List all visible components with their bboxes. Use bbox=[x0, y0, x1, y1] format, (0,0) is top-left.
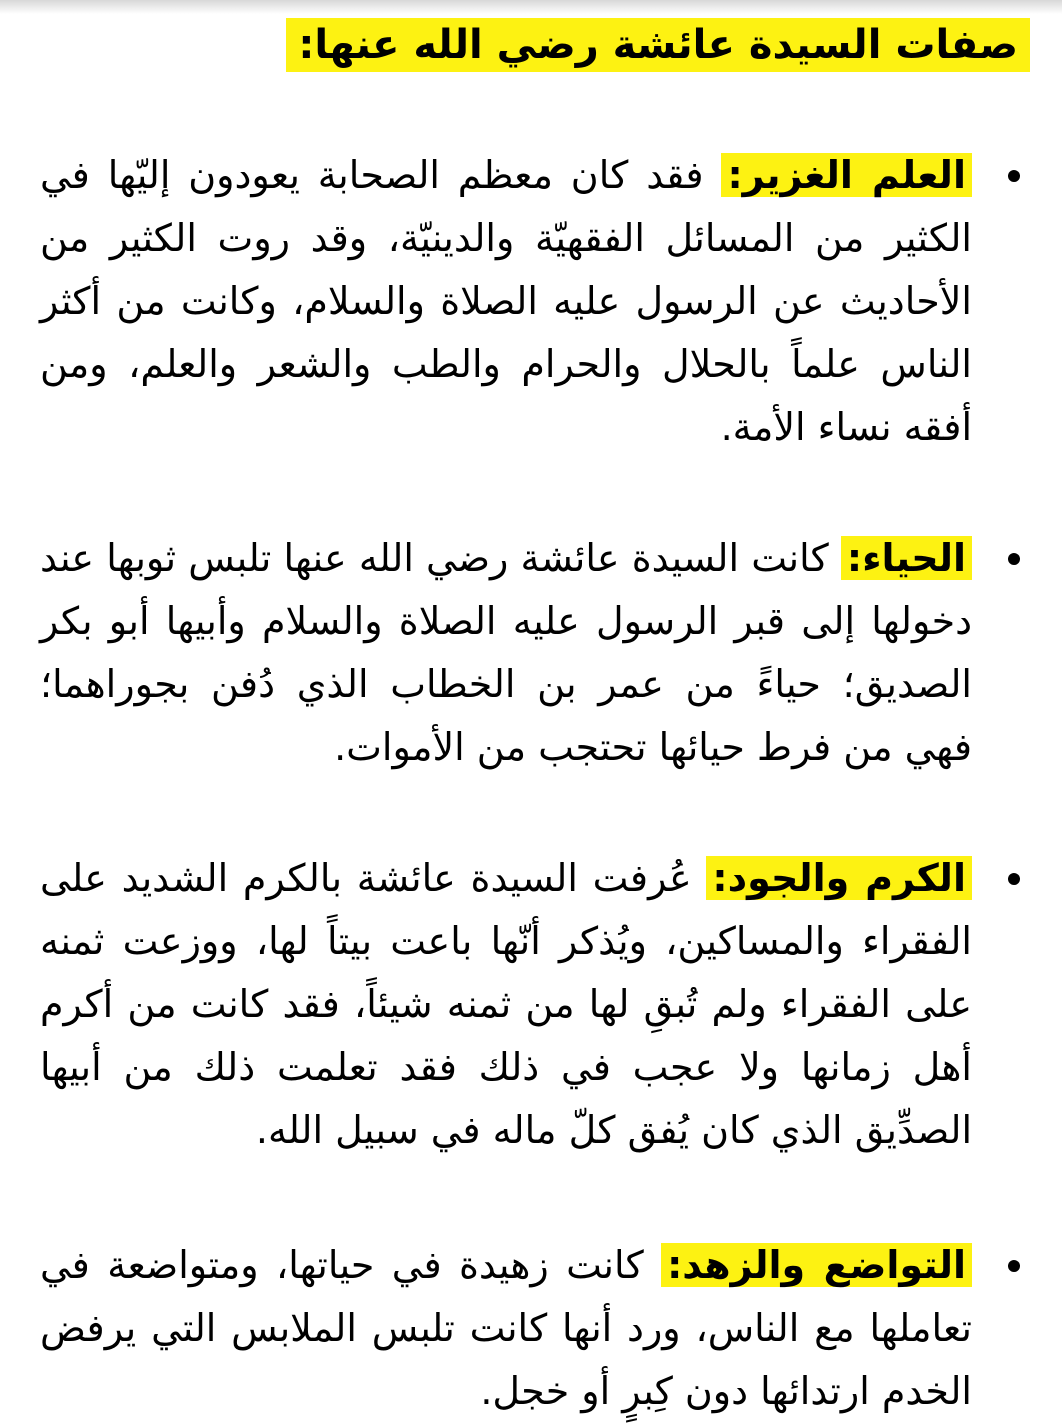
section-generosity bbox=[40, 847, 1030, 1162]
bullet-icon bbox=[1008, 170, 1020, 182]
bullet-icon bbox=[1008, 553, 1020, 565]
section-text: فقد كان معظم الصحابة يعودون إليّها في الكثير من المسائل الفقهيّة والدينيّة، وقد روت الكثير من الأحاديث عن الرسول عليه الصلاة والسلام، وكانت من أكثر الناس علماً بالحلال والحرام والطب والشعر والعلم، ومن أفقه نساء الأمة. bbox=[40, 153, 972, 449]
section-heading: التواضع والزهد: bbox=[661, 1243, 972, 1287]
section-heading: العلم الغزير: bbox=[721, 153, 972, 197]
bullet-icon bbox=[1008, 1260, 1020, 1272]
section-text: كانت زهيدة في حياتها، ومتواضعة في تعاملها مع الناس، ورد أنها كانت تلبس الملابس التي يرفض الخدم ارتدائها دون كِبرٍ أو خجل. bbox=[40, 1243, 972, 1413]
page-title bbox=[40, 14, 1030, 76]
bullet-icon bbox=[1008, 873, 1020, 885]
section-modesty bbox=[40, 527, 1030, 779]
section-heading: الكرم والجود: bbox=[706, 856, 972, 900]
section-humility bbox=[40, 1234, 1030, 1423]
section-heading: الحياء: bbox=[841, 536, 972, 580]
section-text: كانت السيدة عائشة رضي الله عنها تلبس ثوبها عند دخولها إلى قبر الرسول عليه الصلاة والسلام وأبيها أبو بكر الصديق؛ حياءً من عمر بن الخطاب الذي دُفن بجوراهما؛ فهي من فرط حيائها تحتجب من الأموات. bbox=[40, 536, 972, 769]
section-text: عُرفت السيدة عائشة بالكرم الشديد على الفقراء والمساكين، ويُذكر أنّها باعت بيتاً لها، ووزعت ثمنه على الفقراء ولم تُبقِ لها من ثمنه شيئاً، فقد كانت من أكرم أهل زمانها ولا عجب في ذلك فقد تعلمت ذلك من أبيها الصدِّيق الذي كان يُفق كلّ ماله في سبيل الله. bbox=[40, 856, 972, 1152]
section-knowledge bbox=[40, 144, 1030, 459]
page-title-text: صفات السيدة عائشة رضي الله عنها: bbox=[286, 18, 1030, 72]
